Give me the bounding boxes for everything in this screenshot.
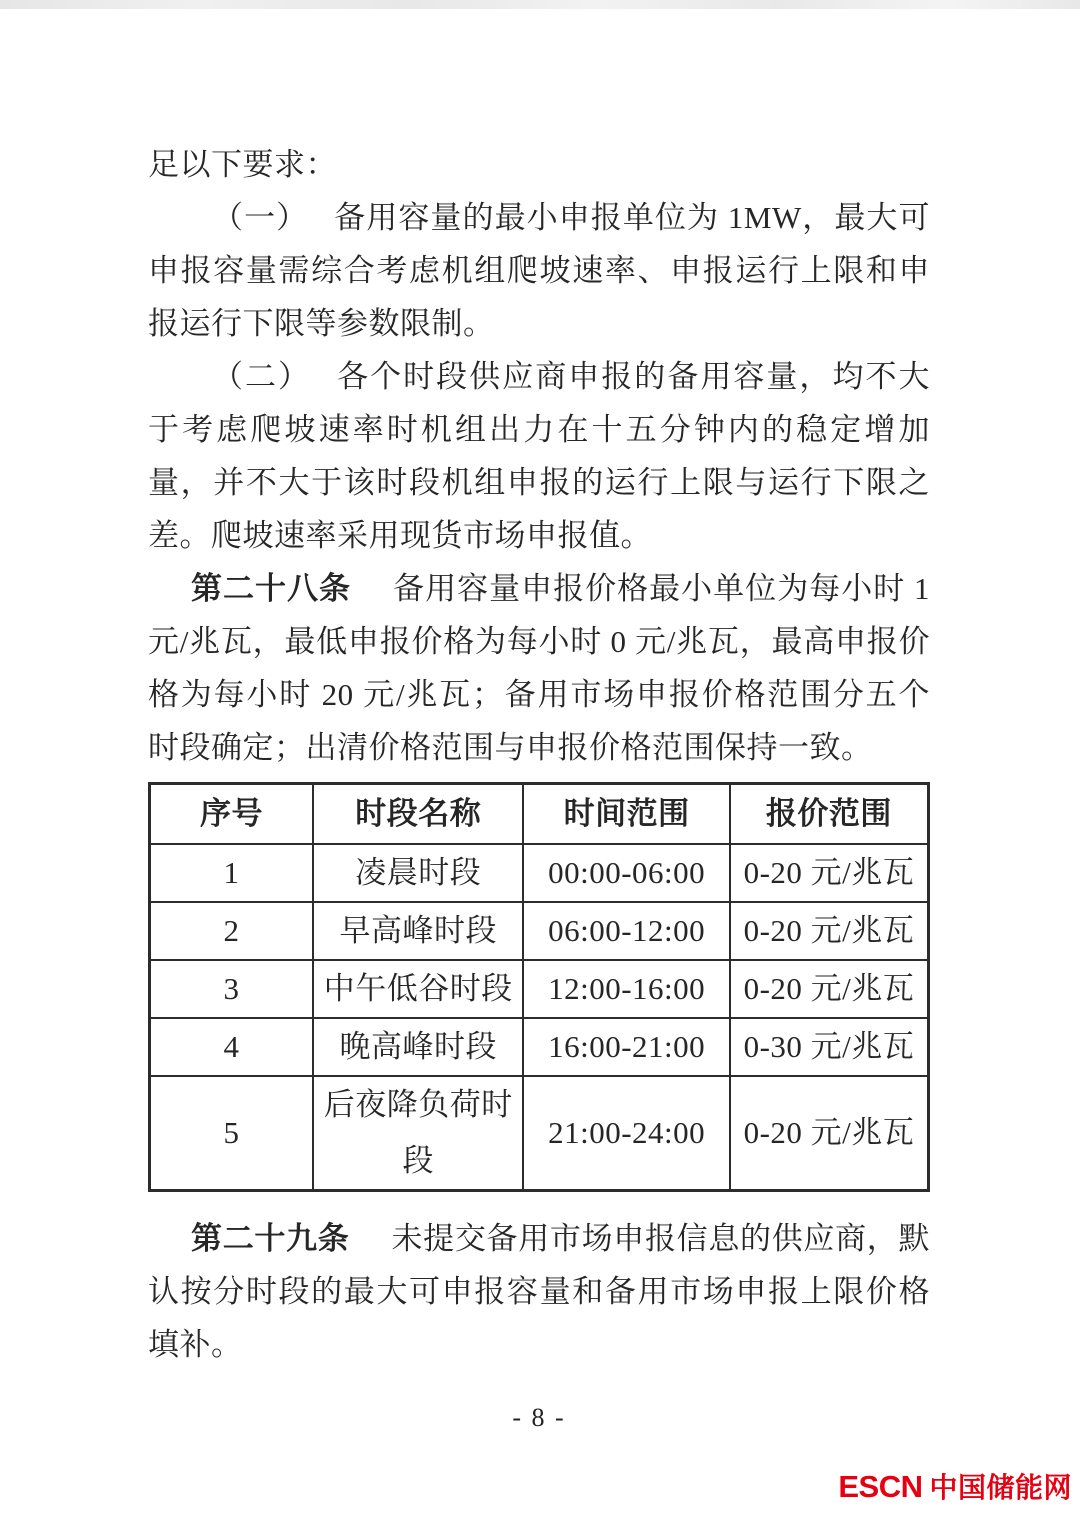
table-row — [150, 902, 929, 960]
paragraph-text: 备用容量的最小申报单位为 1MW，最大可申报容量需综合考虑机组爬坡速率、申报运行上限和申报运行下限等参数限制。 — [148, 200, 930, 341]
cell-index: 3 — [150, 960, 314, 1018]
cell-period-name: 后夜降负荷时段 — [313, 1076, 523, 1191]
col-header-period-name: 时段名称 — [313, 784, 523, 844]
cell-time-range: 16:00-21:00 — [523, 1018, 729, 1076]
col-header-price-range: 报价范围 — [730, 784, 929, 844]
bidding-periods-table — [148, 782, 930, 1192]
cell-index: 1 — [150, 844, 314, 902]
paragraph-item-2 — [148, 350, 930, 562]
paragraph-item-1 — [148, 191, 930, 350]
escn-watermark-logo — [838, 1466, 1072, 1506]
cell-time-range: 00:00-06:00 — [523, 844, 729, 902]
paragraph-continuation — [148, 138, 930, 191]
cell-index: 5 — [150, 1076, 314, 1191]
cell-price-range: 0-30 元/兆瓦 — [730, 1018, 929, 1076]
cell-price-range: 0-20 元/兆瓦 — [730, 844, 929, 902]
cell-time-range: 21:00-24:00 — [523, 1076, 729, 1191]
scan-top-edge — [0, 0, 1080, 9]
paragraph-text: 各个时段供应商申报的备用容量，均不大于考虑爬坡速率时机组出力在十五分钟内的稳定增加量，并不大于该时段机组申报的运行上限与运行下限之差。爬坡速率采用现货市场申报值。 — [148, 359, 931, 553]
cell-price-range: 0-20 元/兆瓦 — [730, 1076, 929, 1191]
table-row — [150, 1018, 929, 1076]
cell-time-range: 12:00-16:00 — [523, 960, 729, 1018]
cell-period-name: 早高峰时段 — [313, 902, 523, 960]
table-header-row — [150, 784, 929, 844]
table-row — [150, 1076, 929, 1191]
cell-price-range: 0-20 元/兆瓦 — [730, 902, 929, 960]
document-page — [148, 138, 930, 1433]
cell-period-name: 中午低谷时段 — [313, 960, 523, 1018]
cell-period-name: 凌晨时段 — [313, 844, 523, 902]
cell-period-name: 晚高峰时段 — [313, 1018, 523, 1076]
page-number: - 8 - — [512, 1402, 566, 1432]
escn-logo-latin: ESCN — [838, 1469, 923, 1504]
col-header-index: 序号 — [150, 784, 314, 844]
cell-index: 2 — [150, 902, 314, 960]
table-row — [150, 960, 929, 1018]
article-title: 第二十九条 — [191, 1220, 350, 1256]
cell-index: 4 — [150, 1018, 314, 1076]
paragraph-text: 未提交备用市场申报信息的供应商，默认按分时段的最大可申报容量和备用市场申报上限价格填补。 — [148, 1220, 930, 1362]
paragraph-article-29 — [148, 1212, 930, 1371]
item-number: （一） — [212, 200, 309, 235]
table-row — [150, 844, 929, 902]
item-number: （二） — [212, 359, 312, 394]
cell-time-range: 06:00-12:00 — [523, 902, 729, 960]
paragraph-text: 备用容量申报价格最小单位为每小时 1 元/兆瓦，最低申报价格为每小时 0 元/兆瓦，最高申报价格为每小时 20 元/兆瓦；备用市场申报价格范围分五个时段确定；出清价格范围与申报价格范围保持一致。 — [148, 571, 931, 765]
cell-price-range: 0-20 元/兆瓦 — [730, 960, 929, 1018]
article-title: 第二十八条 — [191, 571, 352, 606]
escn-logo-chinese: 中国储能网 — [929, 1472, 1072, 1503]
col-header-time-range: 时间范围 — [523, 784, 729, 844]
paragraph-text: 足以下要求： — [148, 147, 337, 182]
paragraph-article-28 — [148, 562, 930, 774]
